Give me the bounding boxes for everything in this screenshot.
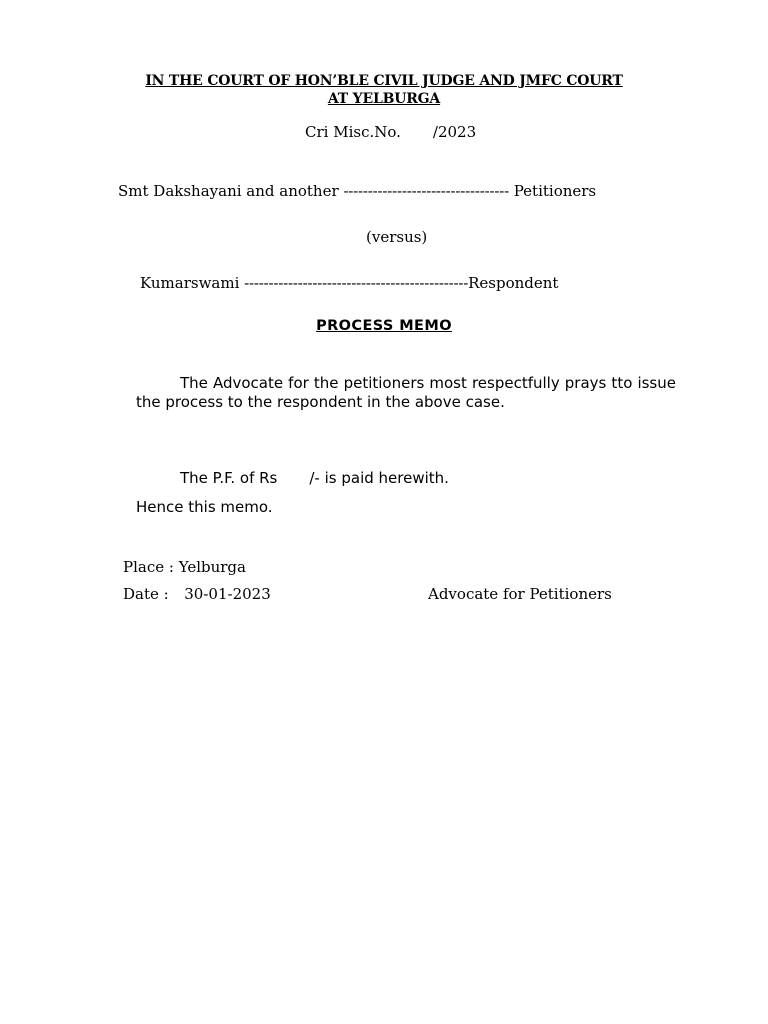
petitioner-role: Petitioners — [513, 182, 597, 200]
respondent-name: Kumarswami — [140, 274, 240, 292]
place-label: Place : — [123, 558, 174, 576]
pf-line — [180, 469, 449, 487]
date-line — [123, 585, 271, 603]
case-number-prefix: Cri Misc.No. — [305, 123, 401, 141]
memo-title: PROCESS MEMO — [316, 318, 452, 334]
respondent-role: Respondent — [468, 274, 559, 292]
date-value: 30-01-2023 — [184, 585, 271, 603]
case-number — [305, 123, 476, 141]
respondent-dashes: ---------------------------------------------- — [244, 274, 469, 292]
court-heading-line2: AT YELBURGA — [327, 91, 441, 107]
court-heading-line1: IN THE COURT OF HON’BLE CIVIL JUDGE AND JMFC COURT — [145, 73, 623, 89]
petitioner-name: Smt Dakshayani and another — [118, 182, 339, 200]
case-number-year: /2023 — [432, 123, 477, 141]
respondent-line — [140, 274, 558, 292]
closing-line: Hence this memo. — [136, 498, 273, 516]
memo-body — [136, 374, 676, 412]
petitioner-dashes: ---------------------------------- — [343, 182, 509, 200]
versus-label: (versus) — [366, 228, 428, 246]
pf-suffix: /- is paid herewith. — [309, 469, 449, 487]
date-label: Date : — [123, 585, 169, 603]
petitioner-line — [118, 182, 596, 200]
pf-prefix: The P.F. of Rs — [180, 469, 278, 487]
advocate-signature: Advocate for Petitioners — [428, 585, 612, 603]
place-line — [123, 558, 246, 576]
place-value: Yelburga — [178, 558, 246, 576]
memo-body-text: The Advocate for the petitioners most respectfully prays tto issue the process to the respondent in the above case. — [136, 374, 676, 411]
